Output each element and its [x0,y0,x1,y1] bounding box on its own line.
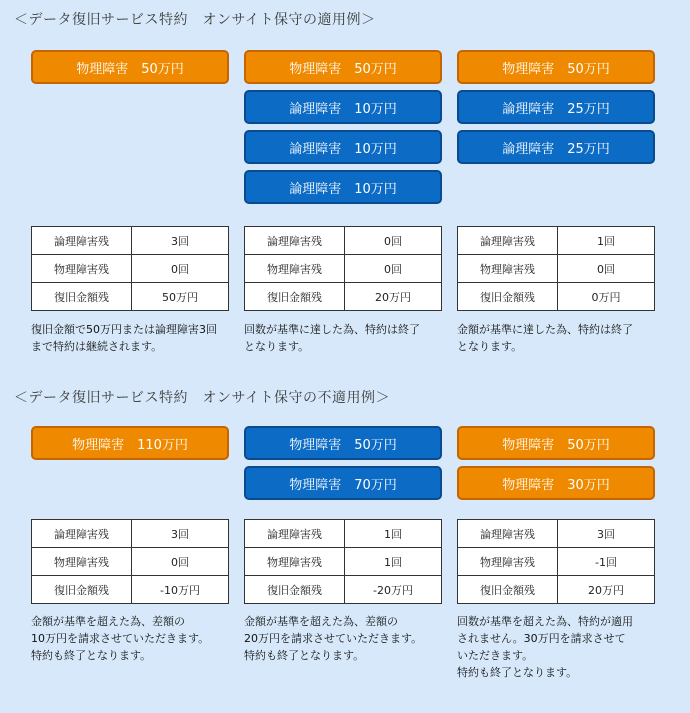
table-row [32,520,229,548]
stat-value: 0回 [132,255,229,283]
s2-col2-stats-table [244,519,442,604]
stat-value: 0回 [558,255,655,283]
table-row [245,283,442,311]
section2-title: ＜データ復旧サービス特約 オンサイト保守の不適用例＞ [14,390,391,406]
s2-col2-pill-2: 物理障害 70万円 [244,466,442,500]
stat-value: 3回 [132,520,229,548]
s1-col1-note: 復旧金額で50万円または論理障害3回 まで特約は継続されます。 [31,323,217,353]
stat-key: 物理障害残 [458,548,558,576]
stat-key: 復旧金額残 [458,576,558,604]
section1-title: ＜データ復旧サービス特約 オンサイト保守の適用例＞ [14,12,376,28]
table-row [245,255,442,283]
stat-key: 復旧金額残 [32,283,132,311]
s2-col1-pill-1: 物理障害 110万円 [31,426,229,460]
table-row [458,548,655,576]
stat-value: 1回 [345,520,442,548]
table-row [32,283,229,311]
stat-value: 0回 [132,548,229,576]
table-row [32,548,229,576]
s1-col2-note: 回数が基準に達した為、特約は終了 となります。 [244,323,420,353]
s1-col3-pill-2: 論理障害 25万円 [457,90,655,124]
table-row [458,255,655,283]
stat-value: 0回 [345,255,442,283]
s1-col2-pills [244,50,442,210]
s1-col1-pills [31,50,229,90]
s2-col3-pill-2: 物理障害 30万円 [457,466,655,500]
stat-key: 復旧金額残 [32,576,132,604]
s2-col1-note: 金額が基準を超えた為、差額の 10万円を請求させていただきます。 特約も終了となります。 [31,615,210,662]
s1-col2-pill-2: 論理障害 10万円 [244,90,442,124]
stat-value: -1回 [558,548,655,576]
stat-value: -10万円 [132,576,229,604]
s1-col3-pill-1: 物理障害 50万円 [457,50,655,84]
stat-key: 物理障害残 [32,255,132,283]
s1-col2-pill-4: 論理障害 10万円 [244,170,442,204]
table-row [245,227,442,255]
s1-col3-stats-table [457,226,655,311]
stat-key: 論理障害残 [32,227,132,255]
table-row [32,255,229,283]
s2-col1-stats-table [31,519,229,604]
stat-value: 20万円 [558,576,655,604]
table-row [458,576,655,604]
stat-key: 論理障害残 [32,520,132,548]
table-row [32,227,229,255]
stat-key: 論理障害残 [458,520,558,548]
stat-key: 復旧金額残 [245,576,345,604]
s1-col3-pill-3: 論理障害 25万円 [457,130,655,164]
stat-value: 20万円 [345,283,442,311]
s2-col3-pills [457,426,655,506]
stat-key: 物理障害残 [245,548,345,576]
stat-key: 論理障害残 [245,227,345,255]
stat-value: 1回 [345,548,442,576]
s2-col3-stats-table [457,519,655,604]
s2-col3-note: 回数が基準を超えた為、特約が適用 されません。30万円を請求させて いただきます。 特約も終了となります。 [457,615,633,679]
table-row [458,520,655,548]
table-row [32,576,229,604]
stat-value: 3回 [558,520,655,548]
table-row [245,548,442,576]
s1-col3-note: 金額が基準に達した為、特約は終了 となります。 [457,323,633,353]
stat-value: 1回 [558,227,655,255]
stat-value: 3回 [132,227,229,255]
stat-key: 論理障害残 [245,520,345,548]
stat-key: 物理障害残 [245,255,345,283]
table-row [458,227,655,255]
table-row [245,520,442,548]
s2-col2-note: 金額が基準を超えた為、差額の 20万円を請求させていただきます。 特約も終了となります。 [244,615,423,662]
stat-key: 復旧金額残 [245,283,345,311]
s1-col2-pill-3: 論理障害 10万円 [244,130,442,164]
table-row [245,576,442,604]
s1-col1-pill-1: 物理障害 50万円 [31,50,229,84]
stat-value: 50万円 [132,283,229,311]
stat-key: 復旧金額残 [458,283,558,311]
stat-value: -20万円 [345,576,442,604]
stat-key: 物理障害残 [458,255,558,283]
s1-col2-stats-table [244,226,442,311]
table-row [458,283,655,311]
s2-col3-pill-1: 物理障害 50万円 [457,426,655,460]
s1-col3-pills [457,50,655,170]
s1-col1-stats-table [31,226,229,311]
stat-key: 物理障害残 [32,548,132,576]
s1-col2-pill-1: 物理障害 50万円 [244,50,442,84]
s2-col2-pills [244,426,442,506]
stat-value: 0回 [345,227,442,255]
s2-col2-pill-1: 物理障害 50万円 [244,426,442,460]
stat-value: 0万円 [558,283,655,311]
stat-key: 論理障害残 [458,227,558,255]
s2-col1-pills [31,426,229,466]
